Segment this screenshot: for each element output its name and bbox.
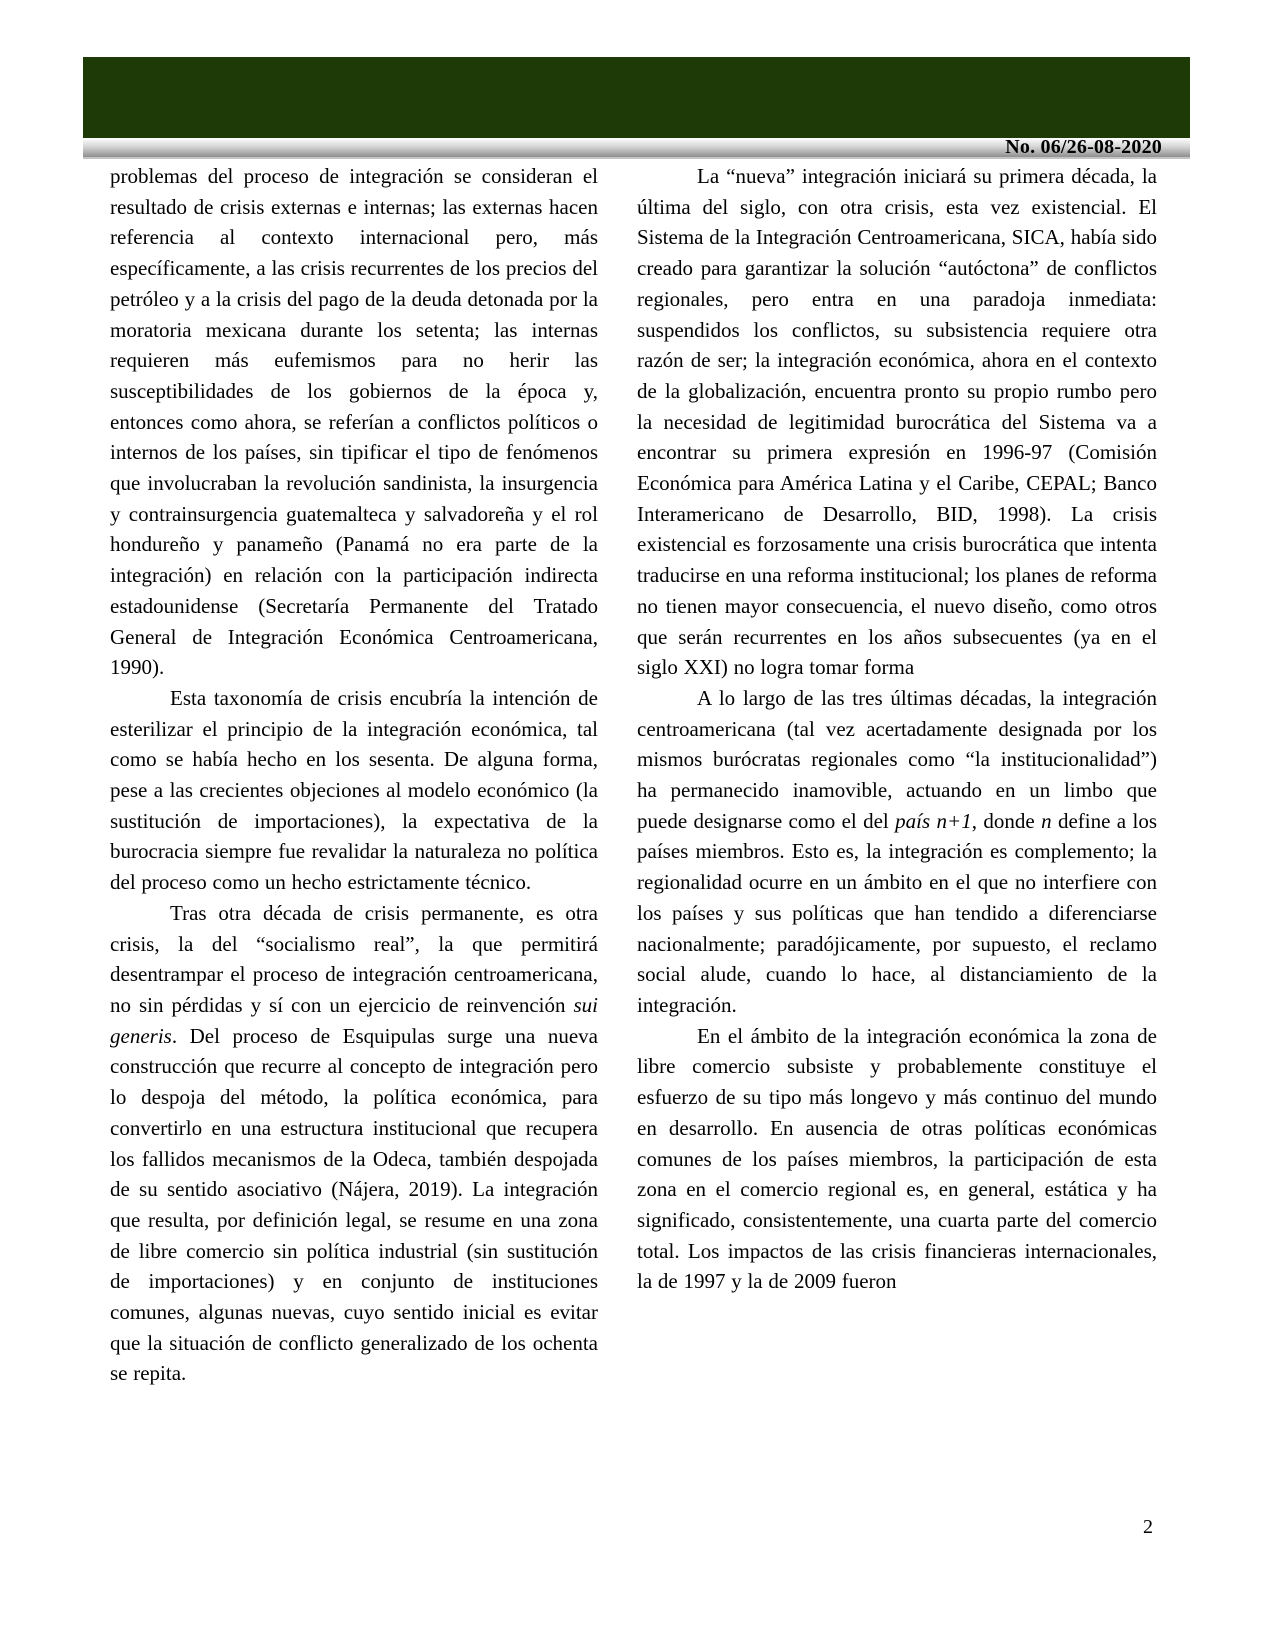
body-text xyxy=(110,161,1157,1389)
paragraph-text: problemas del proceso de integración se consideran el resultado de crisis externas e internas; las externas hacen referencia al contexto internacional pero, más específicamente, a las crisis recurrentes de los precios del petróleo y a la crisis del pago de la deuda detonada por la moratoria mexicana durante los setenta; las internas requieren más eufemismos para no herir las susceptibilidades de los gobiernos de la época y, entonces como ahora, se referían a conflictos políticos o internos de los países, sin tipificar el tipo de fenómenos que involucraban la revolución sandinista, la insurgencia y contrainsurgencia guatemalteca y salvadoreña y el rol hondureño y panameño (Panamá no era parte de la integración) en relación con la participación indirecta estadounidense (Secretaría Permanente del Tratado General de Integración Económica Centroamericana, 1990). xyxy=(110,164,598,680)
paragraph-text: A lo largo de las tres últimas décadas, la integración centroamericana (tal vez acertadamente designada por los mismos burócratas regionales como “la institucionalidad”) ha permanecido inamovible, actuando en un limbo que puede designarse como el del xyxy=(637,685,1157,833)
paragraph-text: Esta taxonomía de crisis encubría la intención de esterilizar el principio de la integración económica, tal como se había hecho en los sesenta. De alguna forma, pese a las crecientes objeciones al modelo económico (la sustitución de importaciones), la expectativa de la burocracia siempre fue revalidar la naturaleza no política del proceso como un hecho estrictamente técnico. xyxy=(110,685,598,895)
issue-bar xyxy=(83,138,1190,159)
paragraph-text: En el ámbito de la integración económica la zona de libre comercio subsiste y probablemente constituye el esfuerzo de su tipo más longevo y más continuo del mundo en desarrollo. En ausencia de otras políticas económicas comunes de los países miembros, la participación de esta zona en el comercio regional es, en general, estática y ha significado, consistentemente, una cuarta parte del comercio total. Los impactos de las crisis financieras internacionales, la de 1997 y la de 2009 fueron xyxy=(637,1023,1157,1294)
paragraph xyxy=(637,161,1157,683)
paragraph-text: . Del proceso de Esquipulas surge una nueva construcción que recurre al concepto de integración pero lo despoja del método, la política económica, para convertirlo en una estructura institucional que recupera los fallidos mecanismos de la Odeca, también despojada de su sentido asociativo (Nájera, 2019). La integración que resulta, por definición legal, se resume en una zona de libre comercio sin política industrial (sin sustitución de importaciones) y en conjunto de instituciones comunes, algunas nuevas, cuyo sentido inicial es evitar que la situación de conflicto generalizado de los ochenta se repita. xyxy=(110,1023,598,1386)
paragraph-text: La “nueva” integración iniciará su primera década, la última del siglo, con otra crisis, esta vez existencial. El Sistema de la Integración Centroamericana, SICA, había sido creado para garantizar la solución “autóctona” de conflictos regionales, pero entra en una paradoja inmediata: suspendidos los conflictos, su subsistencia requiere otra razón de ser; la integración económica, ahora en el contexto de la globalización, encuentra pronto su propio rumbo pero la necesidad de legitimidad burocrática del Sistema va a encontrar su primera expresión en 1996-97 (Comisión Económica para América Latina y el Caribe, CEPAL; Banco Interamericano de Desarrollo, BID, 1998). La crisis existencial es forzosamente una crisis burocrática que intenta traducirse en una reforma institucional; los planes de reforma no tienen mayor consecuencia, el nuevo diseño, como otros que serán recurrentes en los años subsecuentes (ya en el siglo XXI) no logra tomar forma xyxy=(637,164,1157,680)
paragraph-text: Tras otra década de crisis permanente, es otra crisis, la del “socialismo real”, la que permitirá desentrampar el proceso de integración centroamericana, no sin pérdidas y sí con un ejercicio de reinvención xyxy=(110,900,598,1017)
left-column xyxy=(110,161,598,1389)
paragraph-text: , donde xyxy=(971,808,1042,833)
paragraph xyxy=(110,161,598,683)
issue-number: No. 06/26-08-2020 xyxy=(1005,136,1162,158)
italic-phrase: sui generis xyxy=(110,992,598,1048)
page-number: 2 xyxy=(1143,1516,1153,1538)
paragraph-text: define a los países miembros. Esto es, la integración es complemento; la regionalidad ocurre en un ámbito en el que no interfiere con los países y sus políticas que han tendido a diferenciarse nacionalmente; paradójicamente, por supuesto, el reclamo social alude, cuando lo hace, al distanciamiento de la integración. xyxy=(637,808,1158,1017)
masthead-banner xyxy=(83,57,1190,138)
italic-phrase: país n+1 xyxy=(895,808,972,833)
italic-phrase: n xyxy=(1041,808,1052,833)
paragraph xyxy=(110,683,598,898)
right-column xyxy=(637,161,1157,1389)
paragraph xyxy=(637,1021,1157,1297)
paragraph xyxy=(637,683,1157,1021)
paragraph xyxy=(110,898,598,1389)
